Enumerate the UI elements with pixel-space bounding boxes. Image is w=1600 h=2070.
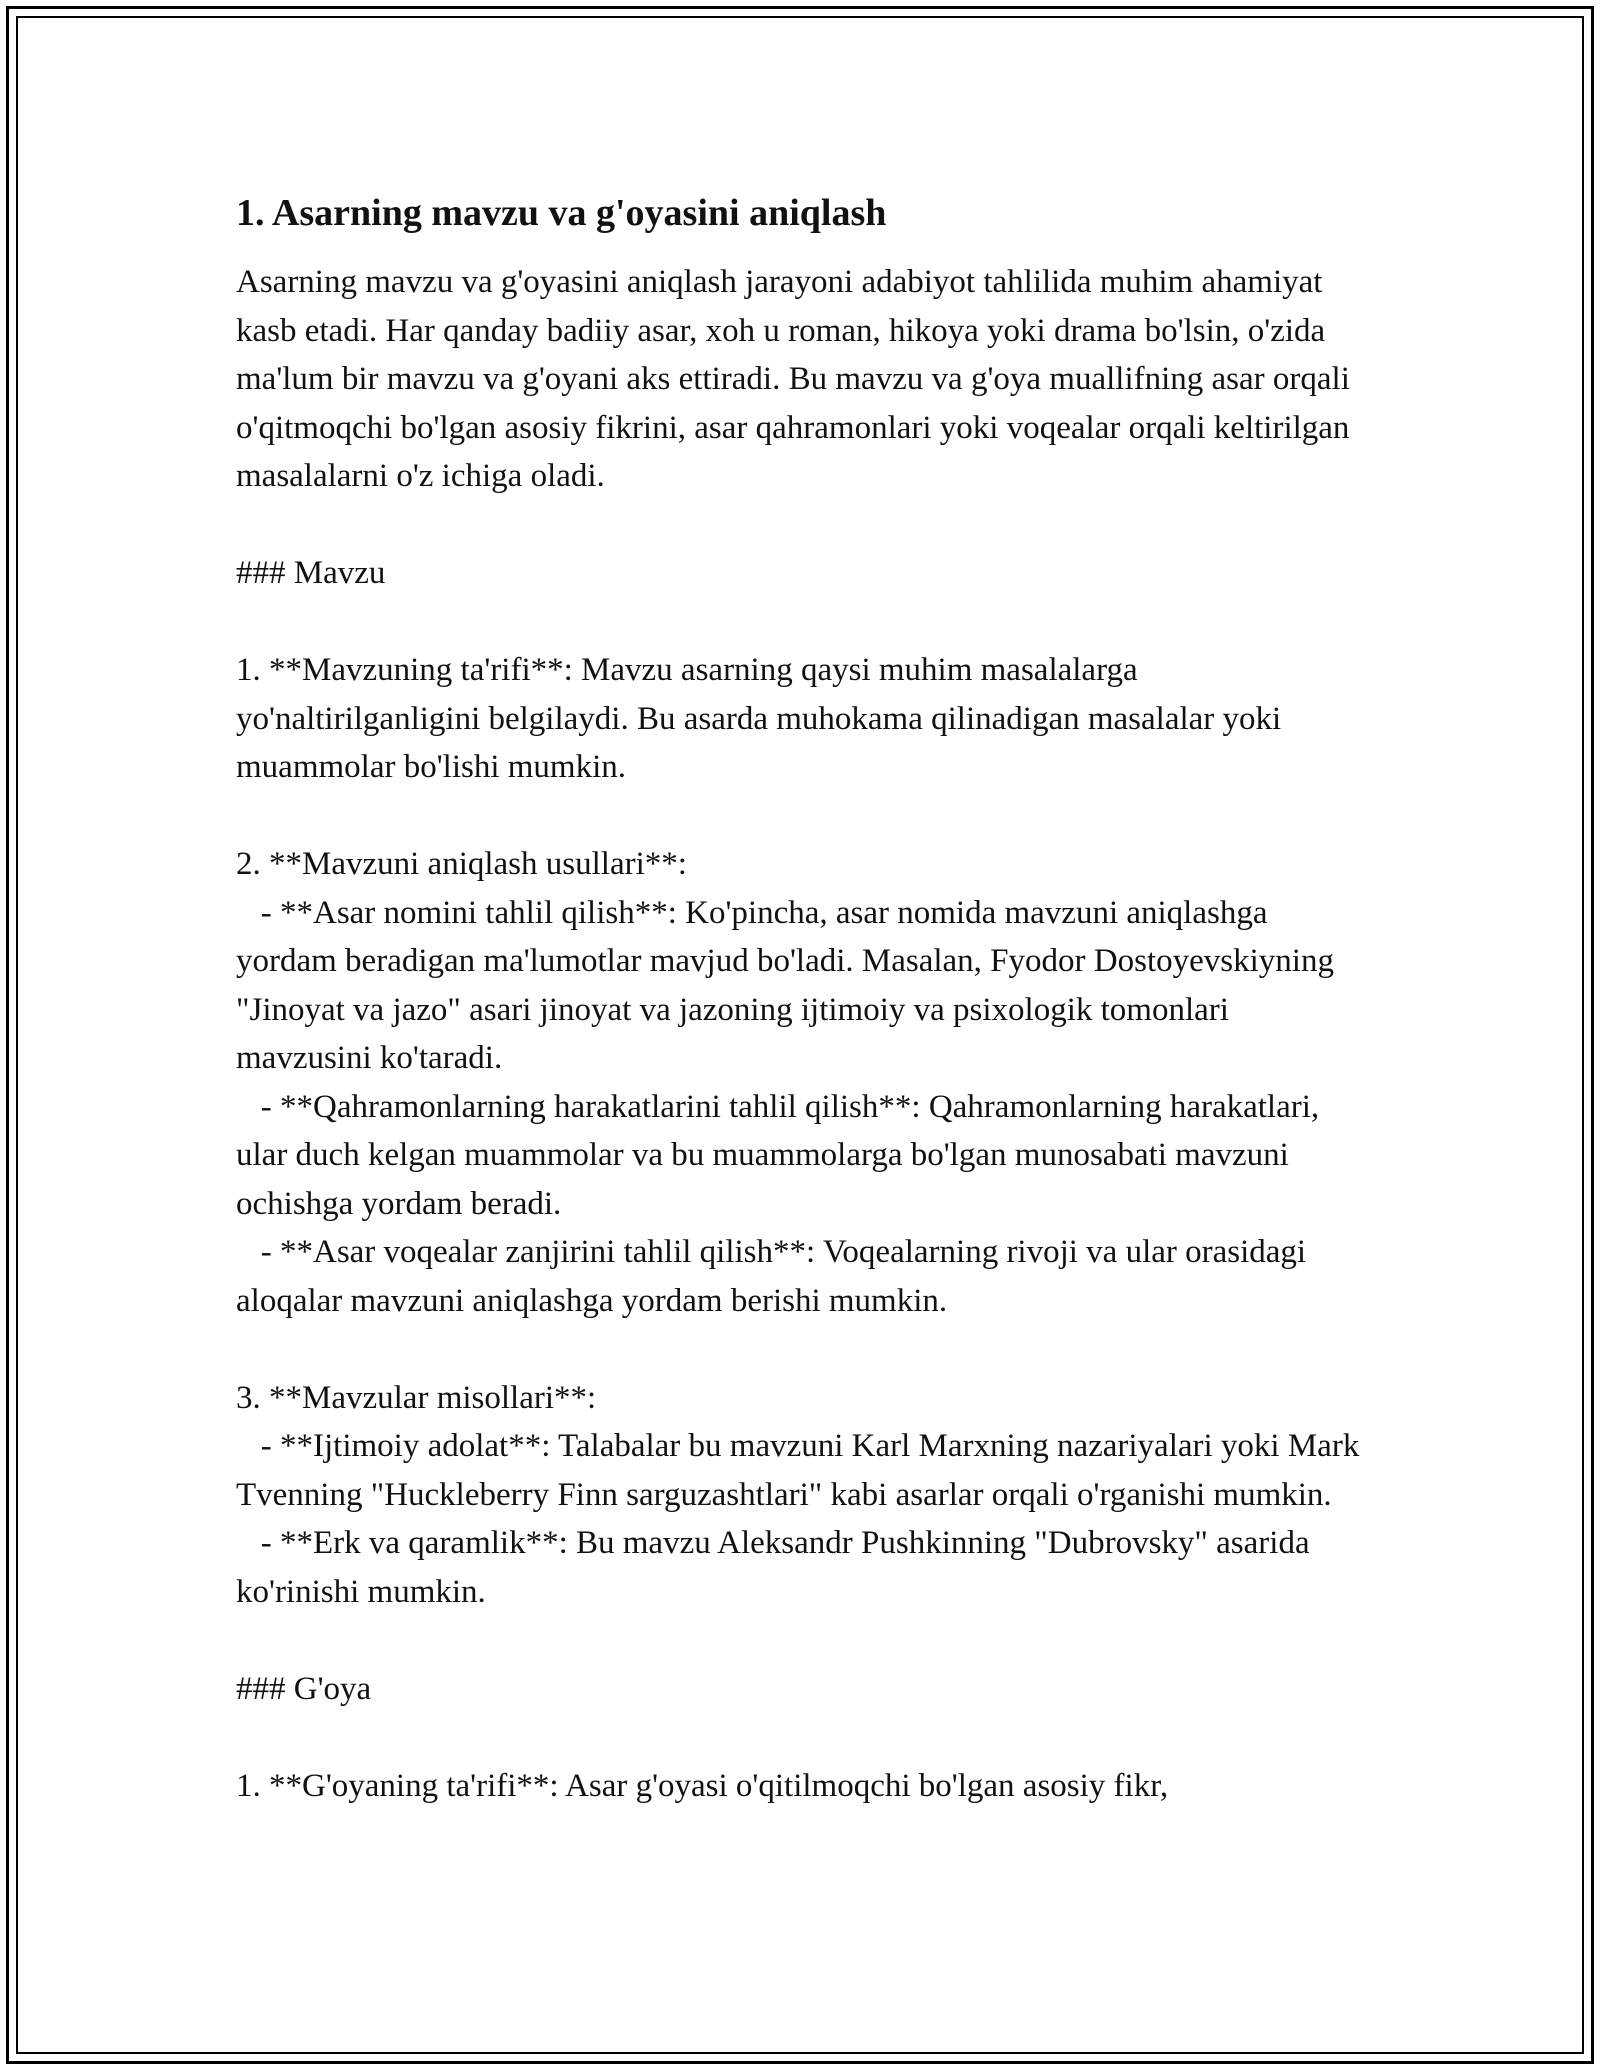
heading-mavzu: ### Mavzu — [236, 555, 386, 591]
heading-goya: ### G'oya — [236, 1670, 372, 1707]
document-body — [236, 186, 1366, 1810]
spacer — [236, 501, 1366, 550]
list-item-mavzu-definition: 1. **Mavzuning ta'rifi**: Mavzu asarning qaysi muhim masalalarga yo'naltirilganligini belgilaydi. Bu asarda muhokama qilinadigan masalalar yoki muammolar bo'lishi mumkin. — [236, 652, 1290, 785]
sub-item-hero-analysis: - **Qahramonlarning harakatlarini tahlil qilish**: Qahramonlarning harakatlari, ular duch kelgan muammolar va bu muammolarga bo'lgan munosabati mavzuni ochishga yordam beradi. — [236, 1088, 1328, 1222]
section-title: 1. Asarning mavzu va g'oyasini aniqlash — [236, 192, 887, 234]
spacer — [236, 1713, 1366, 1762]
intro-paragraph: Asarning mavzu va g'oyasini aniqlash jarayoni adabiyot tahlilida muhim ahamiyat kasb etadi. Har qanday badiiy asar, xoh u roman, hikoya yoki drama bo'lsin, o'zida ma'lum bir mavzu va g'oyani aks ettiradi. Bu mavzu va g'oya muallifning asar orqali o'qitmoqchi bo'lgan asosiy fikrini, asar qahramonlari yoki voqealar orqali keltirilgan masalalarni o'z ichiga oladi. — [236, 264, 1359, 494]
list-item-goya-definition: 1. **G'oyaning ta'rifi**: Asar g'oyasi o'qitilmoqchi bo'lgan asosiy fikr, — [236, 1767, 1169, 1804]
spacer — [236, 1325, 1366, 1374]
sub-item-social-justice: - **Ijtimoiy adolat**: Talabalar bu mavzuni Karl Marxning nazariyalari yoki Mark Tvenning "Huckleberry Finn sarguzashtlari" kabi asarlar orqali o'rganishi mumkin. — [236, 1428, 1367, 1513]
sub-item-events-analysis: - **Asar voqealar zanjirini tahlil qilish**: Voqealarning rivoji va ular orasidagi aloqalar mavzuni aniqlashga yordam berishi mumkin. — [236, 1234, 1315, 1319]
spacer — [236, 792, 1366, 841]
spacer — [236, 598, 1366, 647]
sub-item-freedom: - **Erk va qaramlik**: Bu mavzu Aleksandr Pushkinning "Dubrovsky" asarida ko'rinishi mumkin. — [236, 1525, 1318, 1610]
sub-item-title-analysis: - **Asar nomini tahlil qilish**: Ko'pincha, asar nomida mavzuni aniqlashga yordam beradigan ma'lumotlar mavjud bo'ladi. Masalan, Fyodor Dostoyevskiyning "Jinoyat va jazo" asari jinoyat va jazoning ijtimoiy va psixologik tomonlari mavzusini ko'taradi. — [236, 894, 1343, 1076]
spacer — [236, 1616, 1366, 1665]
list-item-mavzu-examples: 3. **Mavzular misollari**: — [236, 1379, 597, 1416]
list-item-mavzu-methods: 2. **Mavzuni aniqlash usullari**: — [236, 846, 687, 882]
